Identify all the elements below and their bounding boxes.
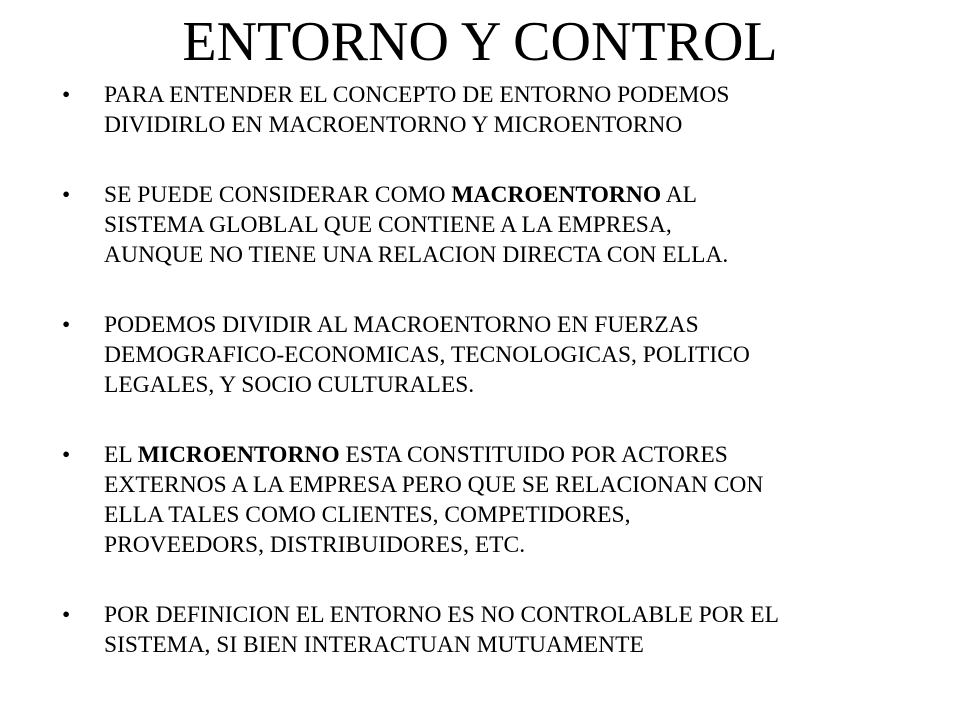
bullet-list — [62, 80, 942, 660]
bullet-text-line — [104, 440, 942, 470]
bullet-text-line: PARA ENTENDER EL CONCEPTO DE ENTORNO PODEMOS — [104, 82, 730, 108]
bullet-text-line: DEMOGRAFICO-ECONOMICAS, TECNOLOGICAS, POLITICO — [104, 342, 750, 368]
bullet-item — [62, 440, 942, 560]
bullet-text-segment: SE PUEDE CONSIDERAR COMO — [104, 182, 452, 208]
bullet-item — [62, 600, 942, 660]
bullet-text-segment: ESTA CONSTITUIDO POR ACTORES — [339, 442, 728, 468]
bullet-text-line: SISTEMA, SI BIEN INTERACTUAN MUTUAMENTE — [104, 632, 644, 658]
bullet-text-line: PROVEEDORS, DISTRIBUIDORES, ETC. — [104, 532, 526, 558]
bullet-text-line: PODEMOS DIVIDIR AL MACROENTORNO EN FUERZAS — [104, 312, 699, 338]
bullet-text-line: SISTEMA GLOBLAL QUE CONTIENE A LA EMPRESA, — [104, 212, 672, 238]
bullet-text-line — [104, 180, 942, 210]
bullet-text-line: POR DEFINICION EL ENTORNO ES NO CONTROLABLE POR EL — [104, 602, 779, 628]
bullet-text-line: DIVIDIRLO EN MACROENTORNO Y MICROENTORNO — [104, 112, 683, 138]
bullet-item — [62, 180, 942, 270]
bullet-icon: • — [62, 442, 71, 468]
slide-title: ENTORNO Y CONTROL — [182, 11, 778, 73]
bullet-item — [62, 80, 942, 140]
emphasis-term-macroentorno: MACROENTORNO — [451, 182, 662, 208]
bullet-text-line: AUNQUE NO TIENE UNA RELACION DIRECTA CON ELLA. — [104, 242, 729, 268]
bullet-text-line: ELLA TALES COMO CLIENTES, COMPETIDORES, — [104, 502, 631, 528]
bullet-icon: • — [62, 182, 71, 208]
bullet-text-line: EXTERNOS A LA EMPRESA PERO QUE SE RELACIONAN CON — [104, 472, 764, 498]
bullet-text-line: LEGALES, Y SOCIO CULTURALES. — [104, 372, 475, 398]
emphasis-term-microentorno: MICROENTORNO — [137, 442, 340, 468]
bullet-icon: • — [62, 312, 71, 338]
bullet-text-segment: AL — [661, 182, 698, 208]
bullet-icon: • — [62, 82, 71, 108]
bullet-icon: • — [62, 602, 71, 628]
bullet-text-segment: EL — [104, 442, 138, 468]
bullet-item — [62, 310, 942, 400]
